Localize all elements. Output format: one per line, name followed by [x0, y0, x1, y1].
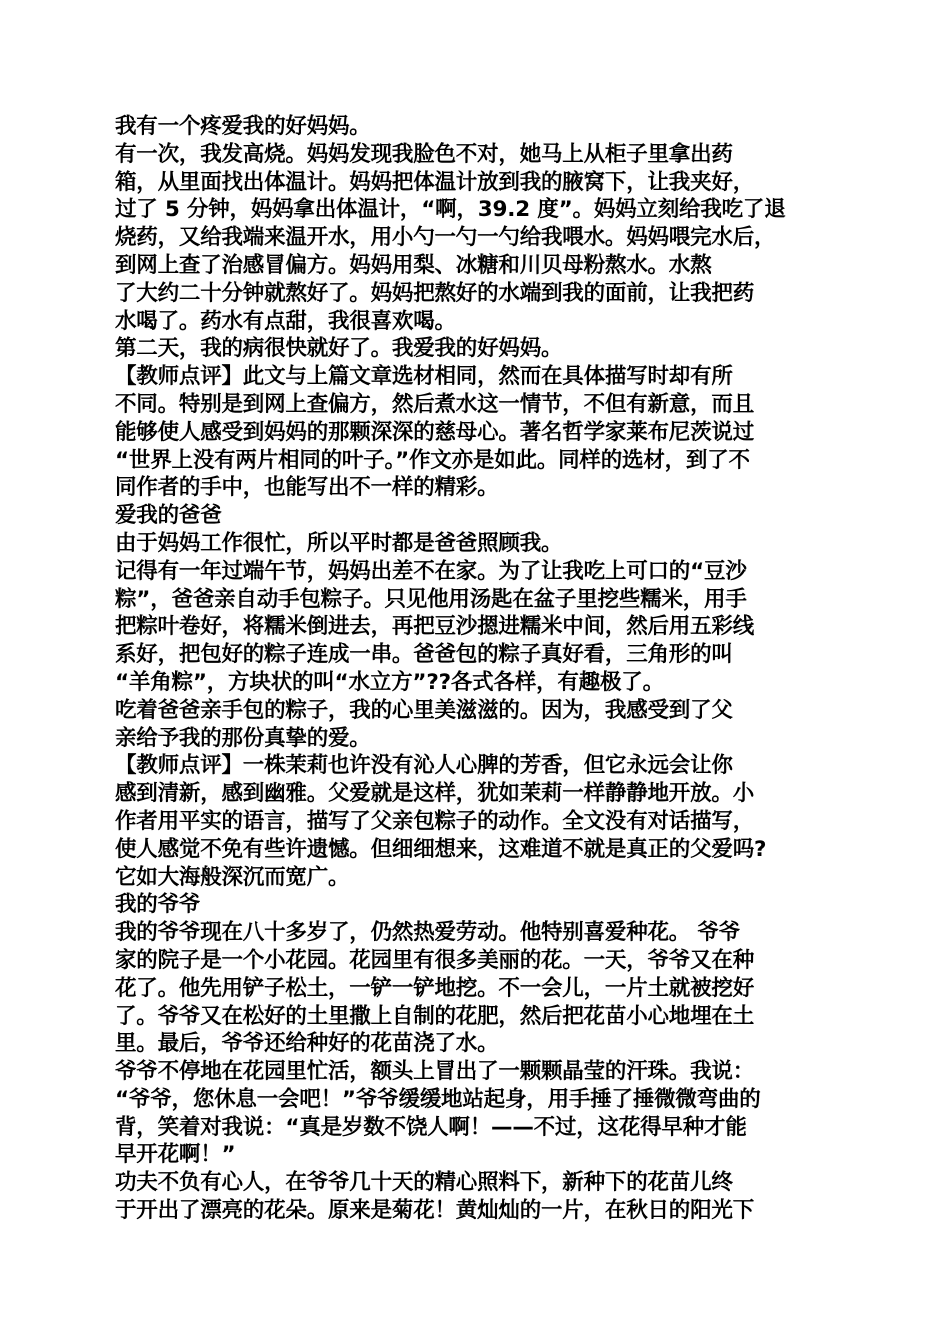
paragraph-line: 我的爷爷现在八十多岁了，仍然热爱劳动。他特别喜爱种花。 爷爷	[115, 920, 740, 946]
paragraph-line: 记得有一年过端午节，妈妈出差不在家。为了让我吃上可口的“豆沙	[115, 558, 747, 584]
paragraph-line: 水喝了。药水有点甜，我很喜欢喝。	[115, 308, 456, 334]
paragraph-line: 我有一个疼爱我的好妈妈。	[115, 114, 371, 139]
paragraph-line: 感到清新，感到幽雅。父爱就是这样，犹如茉莉一样静静地开放。小	[115, 781, 755, 807]
paragraph-line: 系好，把包好的粽子连成一串。爸爸包的粽子真好看，三角形的叫	[115, 642, 733, 668]
paragraph-line: 第二天，我的病很快就好了。我爱我的好妈妈。	[115, 336, 563, 362]
paragraph-line: 把粽叶卷好，将糯米倒进去，再把豆沙摁进糯米中间，然后用五彩线	[115, 614, 755, 640]
paragraph-line: 粽”，爸爸亲自动手包粽子。只见他用汤匙在盆子里挖些糯米，用手	[115, 586, 747, 612]
paragraph-line: 了。爷爷又在松好的土里撒上自制的花肥，然后把花苗小心地埋在土	[115, 1003, 755, 1029]
paragraph-line: 吃着爸爸亲手包的粽子，我的心里美滋滋的。因为，我感受到了父	[115, 697, 733, 723]
paragraph-line: “羊角粽”，方块状的叫“水立方”??各式各样，有趣极了。	[115, 669, 664, 695]
paragraph-line: 爷爷不停地在花园里忙活，额头上冒出了一颗颗晶莹的汗珠。我说：	[115, 1059, 755, 1085]
paragraph-line: 它如大海般深沉而宽广。	[115, 864, 350, 890]
paragraph-line: 【教师点评】此文与上篇文章选材相同，然而在具体描写时却有所	[115, 364, 733, 390]
paragraph-line: “世界上没有两片相同的叶子。”作文亦是如此。同样的选材，到了不	[115, 447, 750, 473]
paragraph-line: 过了 5 分钟，妈妈拿出体温计，“啊，39.2 度”。妈妈立刻给我吃了退	[115, 197, 786, 223]
document-body	[115, 113, 855, 1225]
paragraph-line: 有一次，我发高烧。妈妈发现我脸色不对，她马上从柜子里拿出药	[115, 141, 733, 167]
paragraph-line: 同作者的手中，也能写出不一样的精彩。	[115, 475, 499, 501]
paragraph-line: 能够使人感受到妈妈的那颗深深的慈母心。著名哲学家莱布尼茨说过	[115, 419, 755, 445]
paragraph-line: 家的院子是一个小花园。花园里有很多美丽的花。一天，爷爷又在种	[115, 947, 755, 973]
paragraph-line: 里。最后，爷爷还给种好的花苗浇了水。	[115, 1031, 499, 1057]
paragraph-line: 不同。特别是到网上查偏方，然后煮水这一情节，不但有新意，而且	[115, 391, 755, 417]
paragraph-line: 背，笑着对我说：“真是岁数不饶人啊！——不过，这花得早种才能	[115, 1114, 747, 1140]
paragraph-line: 箱，从里面找出体温计。妈妈把体温计放到我的腋窝下，让我夹好，	[115, 169, 755, 195]
paragraph-line: 功夫不负有心人，在爷爷几十天的精心照料下，新种下的花苗儿终	[115, 1170, 733, 1196]
paragraph-line: 亲给予我的那份真挚的爱。	[115, 725, 371, 751]
paragraph-line: 到网上查了治感冒偏方。妈妈用梨、冰糖和川贝母粉熬水。水熬	[115, 252, 712, 278]
paragraph-line: 了大约二十分钟就熬好了。妈妈把熬好的水端到我的面前，让我把药	[115, 280, 755, 306]
paragraph-line: “爷爷，您休息一会吧！”爷爷缓缓地站起身，用手捶了捶微微弯曲的	[115, 1086, 761, 1112]
paragraph-line: 花了。他先用铲子松土，一铲一铲地挖。不一会儿，一片土就被挖好	[115, 975, 755, 1001]
section-heading: 爱我的爸爸	[115, 503, 222, 529]
paragraph-line: 作者用平实的语言，描写了父亲包粽子的动作。全文没有对话描写，	[115, 808, 755, 834]
paragraph-line: 烧药，又给我端来温开水，用小勺一勺一勺给我喂水。妈妈喂完水后，	[115, 225, 776, 251]
section-heading: 我的爷爷	[115, 892, 201, 918]
paragraph-line: 早开花啊！”	[115, 1142, 236, 1168]
paragraph-line: 由于妈妈工作很忙，所以平时都是爸爸照顾我。	[115, 530, 563, 556]
paragraph-line: 于开出了漂亮的花朵。原来是菊花！黄灿灿的一片，在秋日的阳光下	[115, 1198, 755, 1224]
paragraph-line: 使人感觉不免有些许遗憾。但细细想来，这难道不就是真正的父爱吗?	[115, 836, 767, 862]
paragraph-line: 【教师点评】一株茉莉也许没有沁人心脾的芳香，但它永远会让你	[115, 753, 733, 779]
